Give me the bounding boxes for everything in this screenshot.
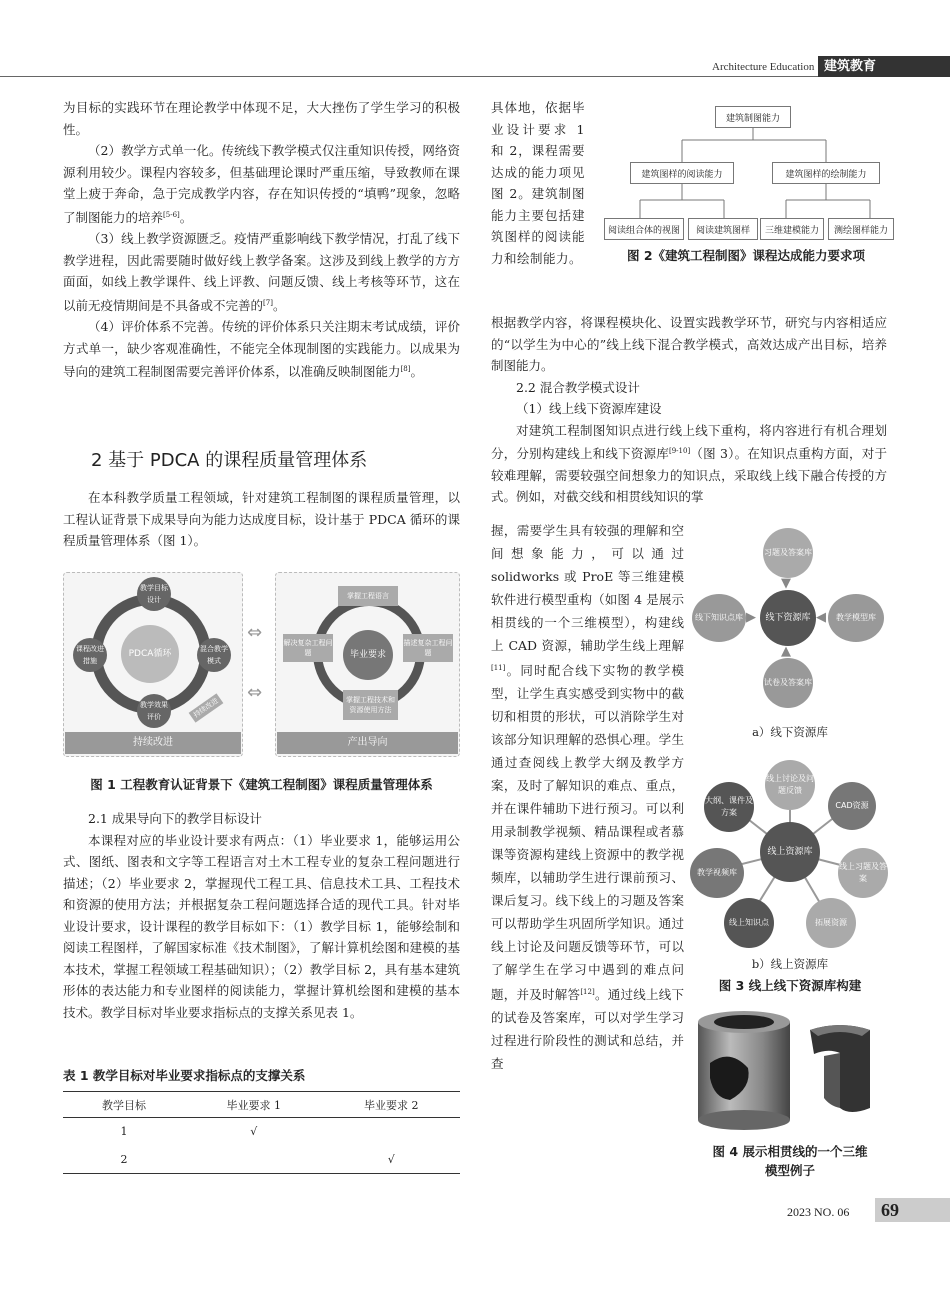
arrow-right-icon: ▶ (746, 610, 756, 625)
table-header-row (63, 1092, 460, 1118)
fig2-mid-box: 建筑图样的绘制能力 (772, 162, 880, 184)
left-column (63, 97, 460, 383)
arrow-left-icon: ◀ (816, 610, 826, 625)
double-arrow-icon: ⇔ (247, 622, 263, 643)
table-header: 教学目标 (102, 1098, 146, 1112)
subsection-title: （1）线上线下资源库建设 (516, 401, 662, 416)
page-number: 69 (875, 1198, 950, 1222)
paragraph: 在本科教学质量工程领域，针对建筑工程制图的课程质量管理，以工程认证背景下成果导向为能力达成度目标，设计基于 PDCA 循环的课程质量管理体系（图 1）。 (63, 490, 460, 548)
left-column-3 (63, 808, 460, 1023)
paragraph: （4）评价体系不完善。传统的评价体系只关注期末考试成绩，评价方式单一，缺少客观准确性，不能完全体现制图的实践能力。以成果为导向的建筑工程制图需要完善评价体系，以准确反映制图能力[8]。 (63, 319, 460, 380)
fig3a-node: 试卷及答案库 (763, 658, 813, 708)
left-column-2 (63, 487, 460, 552)
fig3b-node: 教学视频库 (690, 848, 744, 898)
figure-4-caption-line: 模型例子 (764, 1163, 815, 1178)
fig2-bottom-box: 测绘图样能力 (828, 218, 894, 240)
fig1-arrow-label: 持续改进 (189, 693, 224, 722)
fig3a-node: 线下知识点库 (692, 594, 746, 642)
fig1-left-bar: 持续改进 (65, 732, 241, 754)
fig3b-center: 线上资源库 (760, 822, 820, 882)
fig3a-node: 习题及答案库 (763, 528, 813, 578)
figure-3b-label: b）线上资源库 (751, 957, 829, 971)
paragraph: （3）线上教学资源匮乏。疫情严重影响线下教学情况，打乱了线下教学进程，因此需要随时做好线上教学备案。这涉及到线上教学的方方面面，如线上教学课件、线上评教、问题反馈、线上考核等环节，这在以前无疫情期间是不具备或不完善的[7]。 (63, 231, 460, 313)
table-cell (185, 1146, 323, 1174)
arrow-down-icon: ▼ (781, 576, 791, 591)
figure-3a-label: a）线下资源库 (752, 725, 828, 739)
journal-name-en: Architecture Education (712, 61, 815, 73)
table-cell: 2 (120, 1152, 128, 1166)
footer (0, 1195, 950, 1225)
issue-number: 2023 NO. 06 (787, 1205, 850, 1219)
fig1-right-node: 解决复杂工程问题 (283, 634, 333, 662)
table-header: 毕业要求 2 (364, 1098, 419, 1112)
fig2-top-box: 建筑制图能力 (715, 106, 791, 128)
table-header: 毕业要求 1 (226, 1098, 281, 1112)
fig1-right-node: 描述复杂工程问题 (403, 634, 453, 662)
subsection-title: 2.2 混合教学模式设计 (516, 379, 640, 395)
header (0, 0, 950, 80)
fig3b-node: CAD资源 (828, 782, 876, 830)
table-cell: √ (387, 1152, 395, 1166)
right-narrow-2 (491, 519, 684, 1075)
figure-1-caption: 图 1 工程教育认证背景下《建筑工程制图》课程质量管理体系 (90, 777, 433, 792)
fig2-bottom-box: 阅读建筑图样 (688, 218, 758, 240)
paragraph: 根据教学内容，将课程模块化、设置实践教学环节，研究与内容相适应的“以学生为中心的”线上线下混合教学模式，高效达成产出目标，培养制图能力。 (491, 315, 887, 373)
table-1 (63, 1091, 460, 1174)
fig4-3d-model-image (690, 1008, 890, 1133)
table-row (63, 1118, 460, 1146)
paragraph: 握，需要学生具有较强的理解和空间想象能力，可以通过 solidworks 或 ProE 等三维建模软件进行模型重构（如图 4 是展示相贯线的一个三维模型），构建线上 CAD 资源，辅助学生线上理解[11]。同时配合线下实物的教学模型，让学生真实感受到实物中的截切和相贯的形状，可以消除学生对该部分知识理解的恐惧心理。学生通过查阅线上教学大纲及教学方案，及时了解知识的难点、重点，并在课件辅助下进行预习。可以利用录制教学视频、精品课程或者慕课等资源构建线上资源中的教学视频库，以辅助学生进行课前预习、课后复习。线下线上的习题及答案可以帮助学生巩固所学知识。通过线上讨论及问题反馈等环节，可以了解学生在学习中遇到的难点问题，并及时解答[12]。通过线上线下的试卷及答案库，可以对学生学习过程进行阶段性的测试和总结，并查 (491, 523, 684, 1072)
fig1-right-bar: 产出导向 (277, 732, 458, 754)
fig1-node: 课程改进措施 (73, 638, 107, 672)
paragraph: 对建筑工程制图知识点进行线上线下重构，将内容进行有机合理划分，分别构建线上和线下资源库[9-10]（图 3）。在知识点重构方面，对于较难理解，需要较强空间想象力的知识点，采取线上线下融合传授的方式。例如，对截交线和相贯线知识的掌 (491, 422, 887, 505)
table-cell (323, 1118, 461, 1146)
fig1-right-node: 掌握工程语言 (338, 586, 398, 606)
fig2-mid-box: 建筑图样的阅读能力 (630, 162, 734, 184)
fig1-right-center: 毕业要求 (343, 630, 393, 680)
fig1-node: 混合教学模式 (197, 638, 231, 672)
figure-4 (690, 1008, 890, 1133)
table-cell: 1 (120, 1125, 128, 1139)
section-title: 2 基于 PDCA 的课程质量管理体系 (91, 450, 368, 471)
double-arrow-icon: ⇔ (247, 682, 263, 703)
fig3b-node: 大纲、课件及方案 (704, 782, 754, 832)
paragraph: 本课程对应的毕业设计要求有两点：（1）毕业要求 1，能够运用公式、图纸、图表和文字等工程语言对土木工程专业的复杂工程问题进行描述；（2）毕业要求 2，掌握现代工程工具、信息技术工具、工程技术和资源的使用方法；并根据复杂工程问题选择合适的现代工具。针对毕业设计要求，设计课程的教学目标如下：（1）教学目标 1，能够绘制和阅读工程图样，了解国家标准《技术制图》，了解计算机绘图和建模的基本技术，掌握工程领域工程基础知识）；（2）教学目标 2，具有基本建筑形体的表达能力和专业图样的阅读能力，掌握计算机绘图和建模的基本技术。教学目标对毕业要求指标点的支撑关系见表 1。 (63, 832, 460, 1020)
figure-3b (690, 760, 890, 950)
paragraph: 具体地，依据毕业设计要求 1 和 2，课程需要达成的能力项见图 2。建筑制图能力主要包括建筑图样的阅读能力和绘制能力。 (491, 100, 585, 266)
paragraph: （2）教学方式单一化。传统线下教学模式仅注重知识传授，网络资源利用较少。课程内容较多，但基础理论课时严重压缩，导致教师在课堂上疲于奔命，急于完成教学内容，存在知识传授的“填鸭”现象，忽略了制图能力的培养[5-6]。 (63, 143, 460, 225)
header-rule (0, 76, 950, 77)
fig1-node: 教学目标设计 (137, 577, 171, 611)
table-cell: √ (250, 1125, 258, 1139)
fig1-right-node: 掌握工程技术和资源使用方法 (343, 690, 398, 720)
fig3a-center: 线下资源库 (760, 590, 816, 646)
figure-2 (600, 100, 900, 245)
fig2-bottom-box: 三维建模能力 (760, 218, 824, 240)
fig3b-node: 线上讨论及问题反馈 (765, 760, 815, 810)
paragraph: 为目标的实践环节在理论教学中体现不足，大大挫伤了学生学习的积极性。 (63, 100, 460, 137)
figure-1 (63, 572, 460, 757)
fig1-pdca-center: PDCA循环 (121, 625, 179, 683)
figure-2-caption: 图 2《建筑工程制图》课程达成能力要求项 (626, 248, 866, 263)
right-narrow-1 (491, 97, 585, 269)
fig1-node: 教学效果评价 (137, 694, 171, 728)
fig2-bottom-box: 阅读组合体的视图 (604, 218, 684, 240)
fig3a-node: 教学模型库 (828, 594, 884, 642)
figure-3a (690, 528, 890, 708)
figure-3-caption: 图 3 线上线下资源库构建 (718, 978, 862, 993)
subsection-title: 2.1 成果导向下的教学目标设计 (88, 811, 262, 826)
figure-4-caption (690, 1142, 890, 1180)
table-1-caption: 表 1 教学目标对毕业要求指标点的支撑关系 (63, 1068, 306, 1083)
table-row (63, 1146, 460, 1174)
right-full-1 (491, 312, 887, 508)
fig3b-node: 线上知识点 (724, 898, 774, 948)
arrow-up-icon: ▲ (781, 644, 791, 659)
fig3b-node: 线上习题及答案 (838, 848, 888, 898)
fig3b-node: 拓展资源 (806, 898, 856, 948)
journal-name-cn: 建筑教育 (818, 56, 950, 77)
figure-4-caption-line: 图 4 展示相贯线的一个三维 (712, 1144, 868, 1159)
